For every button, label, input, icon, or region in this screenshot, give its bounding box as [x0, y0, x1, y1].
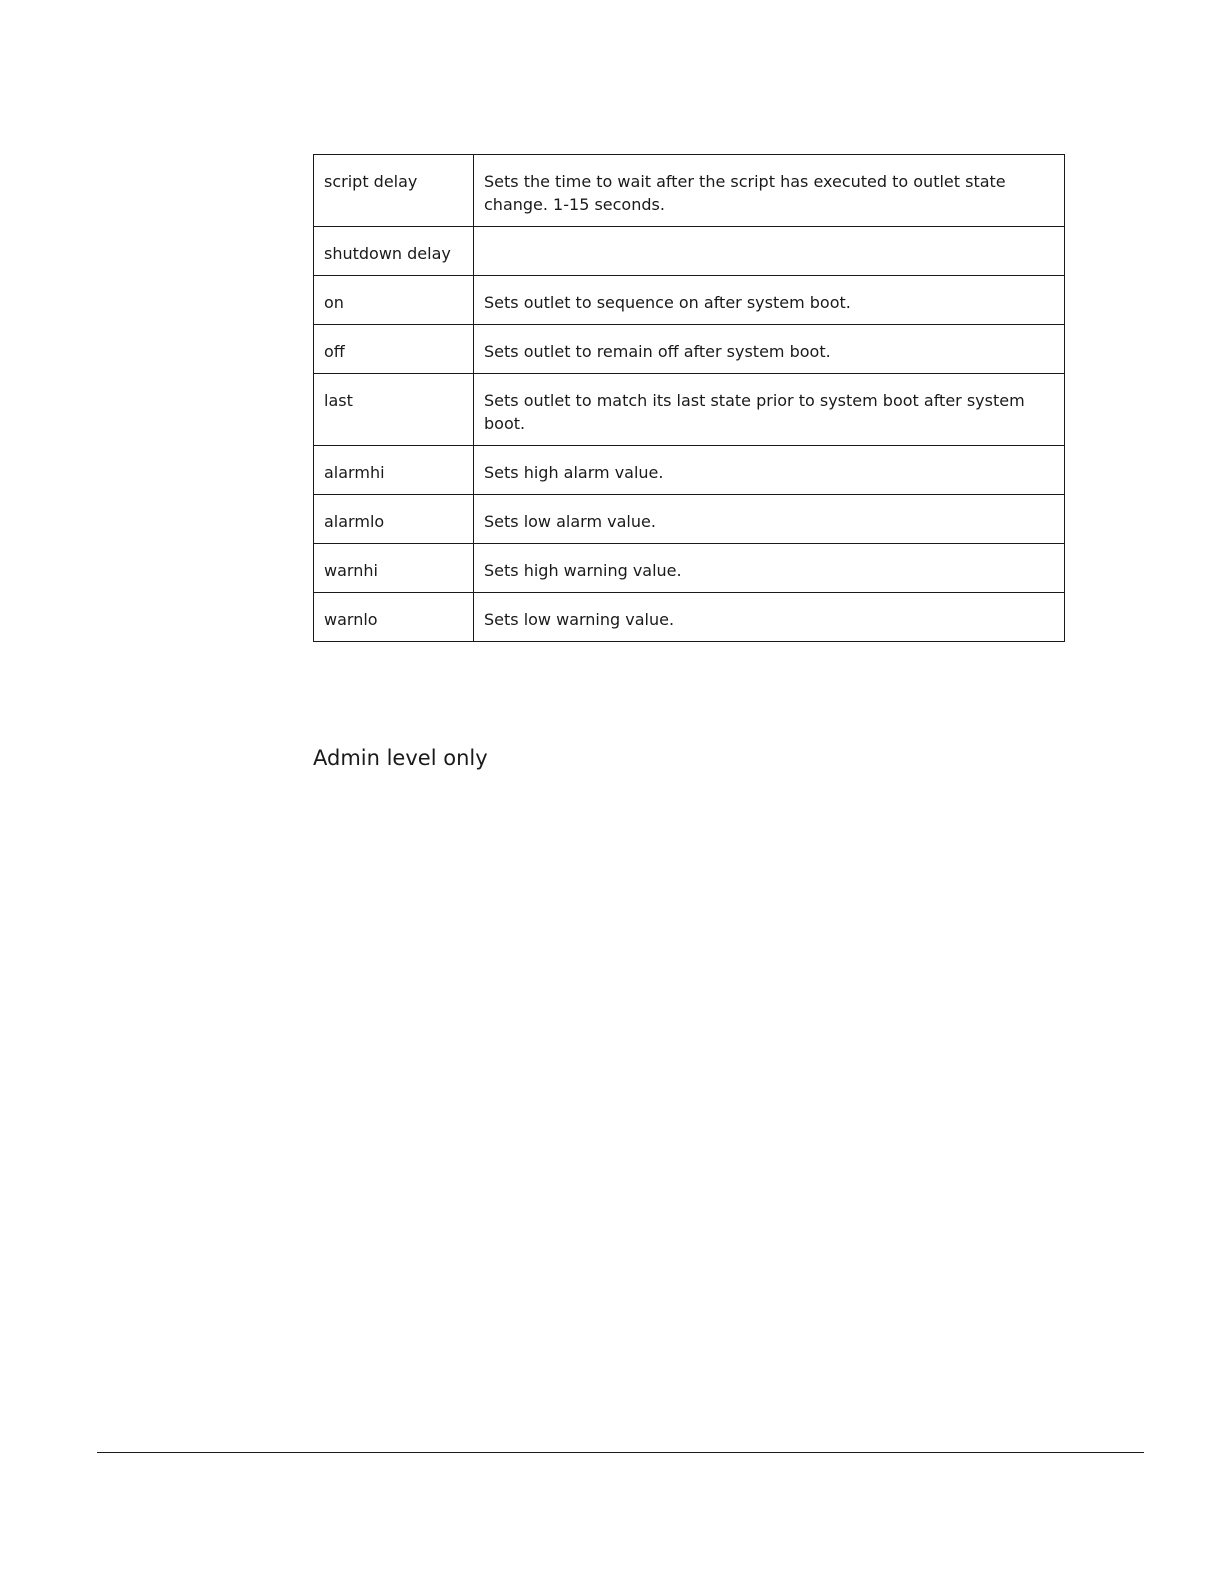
param-name: shutdown delay [314, 227, 474, 276]
table-row [314, 495, 1065, 544]
param-name: off [314, 325, 474, 374]
table-row [314, 374, 1065, 446]
param-description: Sets outlet to sequence on after system boot. [474, 276, 1065, 325]
table-row [314, 593, 1065, 642]
param-description: Sets the time to wait after the script has executed to outlet state change. 1-15 seconds. [474, 155, 1065, 227]
param-name: warnlo [314, 593, 474, 642]
table-row [314, 155, 1065, 227]
param-description: Sets low alarm value. [474, 495, 1065, 544]
param-name: alarmhi [314, 446, 474, 495]
table-row [314, 446, 1065, 495]
param-name: on [314, 276, 474, 325]
table-row [314, 276, 1065, 325]
table-row [314, 544, 1065, 593]
param-description: Sets outlet to match its last state prior to system boot after system boot. [474, 374, 1065, 446]
param-description: Sets outlet to remain off after system boot. [474, 325, 1065, 374]
param-description [474, 227, 1065, 276]
param-description: Sets high alarm value. [474, 446, 1065, 495]
param-description: Sets low warning value. [474, 593, 1065, 642]
param-name: warnhi [314, 544, 474, 593]
admin-level-note: Admin level only [313, 746, 488, 770]
table-row [314, 325, 1065, 374]
param-name: last [314, 374, 474, 446]
param-name: alarmlo [314, 495, 474, 544]
param-description: Sets high warning value. [474, 544, 1065, 593]
param-name: script delay [314, 155, 474, 227]
parameter-table [313, 154, 1065, 642]
footer-divider [97, 1452, 1144, 1453]
table-row [314, 227, 1065, 276]
